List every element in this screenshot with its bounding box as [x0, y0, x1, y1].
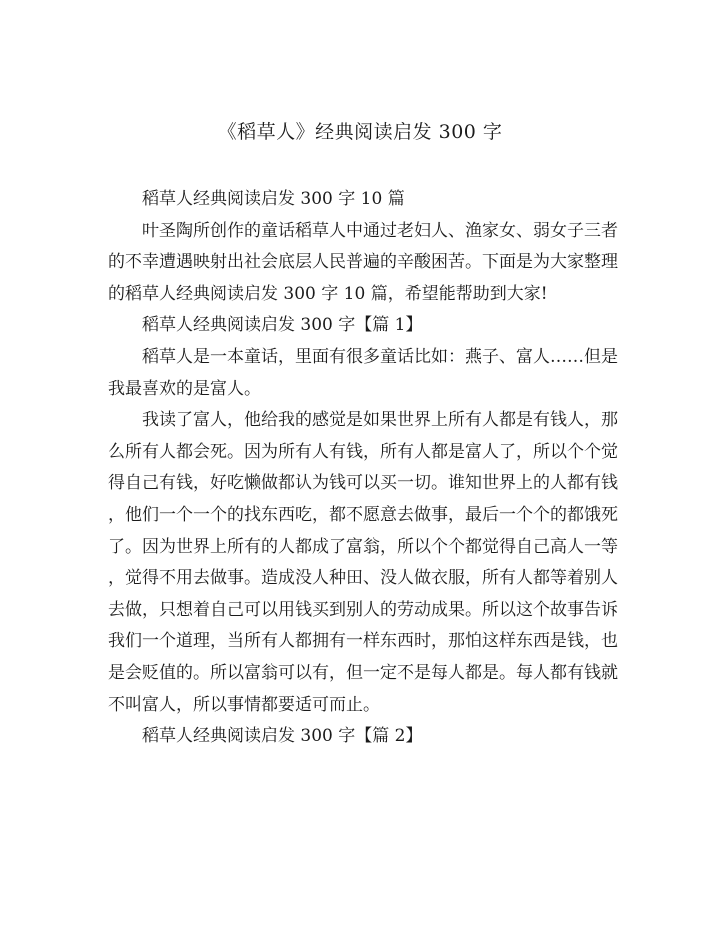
- intro-line: 的稻草人经典阅读启发 300 字 10 篇，希望能帮助到大家!: [108, 283, 548, 304]
- paragraph-line: 我读了富人，他给我的感觉是如果世界上所有人都是有钱人，那: [142, 410, 618, 431]
- document-subtitle: 稻草人经典阅读启发 300 字 10 篇: [142, 189, 405, 209]
- paragraph-line: 么所有人都会死。因为所有人有钱，所有人都是富人了，所以个个觉: [108, 441, 618, 462]
- section-1-paragraph-2: [108, 405, 618, 721]
- document-body: [108, 184, 618, 753]
- document-title: 《稻草人》经典阅读启发 300 字: [217, 121, 503, 143]
- intro-line: 的不幸遭遇映射出社会底层人民普遍的辛酸困苦。下面是为大家整理: [108, 252, 618, 273]
- paragraph-line: 我们一个道理，当所有人都拥有一样东西时，那怕这样东西是钱，也: [108, 631, 618, 652]
- section-2-heading: 稻草人经典阅读启发 300 字【篇 2】: [142, 726, 423, 747]
- intro-paragraph: [108, 216, 618, 311]
- paragraph-line: ，他们一个一个的找东西吃，都不愿意去做事，最后一个个的都饿死: [108, 504, 618, 525]
- paragraph-line: 去做，只想着自己可以用钱买到别人的劳动成果。所以这个故事告诉: [108, 599, 618, 620]
- paragraph-line: 了。因为世界上所有的人都成了富翁，所以个个都觉得自己高人一等: [108, 536, 618, 557]
- intro-line: 叶圣陶所创作的童话稻草人中通过老妇人、渔家女、弱女子三者: [142, 220, 618, 241]
- section-1-paragraph-1: [108, 342, 618, 405]
- paragraph-line: 得自己有钱，好吃懒做都认为钱可以买一切。谁知世界上的人都有钱: [108, 473, 618, 494]
- paragraph-line: ，觉得不用去做事。造成没人种田、没人做衣服，所有人都等着别人: [108, 568, 618, 589]
- paragraph-line: 稻草人是一本童话，里面有很多童话比如：燕子、富人……但是: [142, 346, 618, 367]
- paragraph-line: 我最喜欢的是富人。: [108, 378, 261, 399]
- paragraph-line: 不叫富人，所以事情都要适可而止。: [108, 694, 380, 715]
- paragraph-line: 是会贬值的。所以富翁可以有，但一定不是每人都是。每人都有钱就: [108, 662, 618, 683]
- section-1-heading: 稻草人经典阅读启发 300 字【篇 1】: [142, 315, 423, 336]
